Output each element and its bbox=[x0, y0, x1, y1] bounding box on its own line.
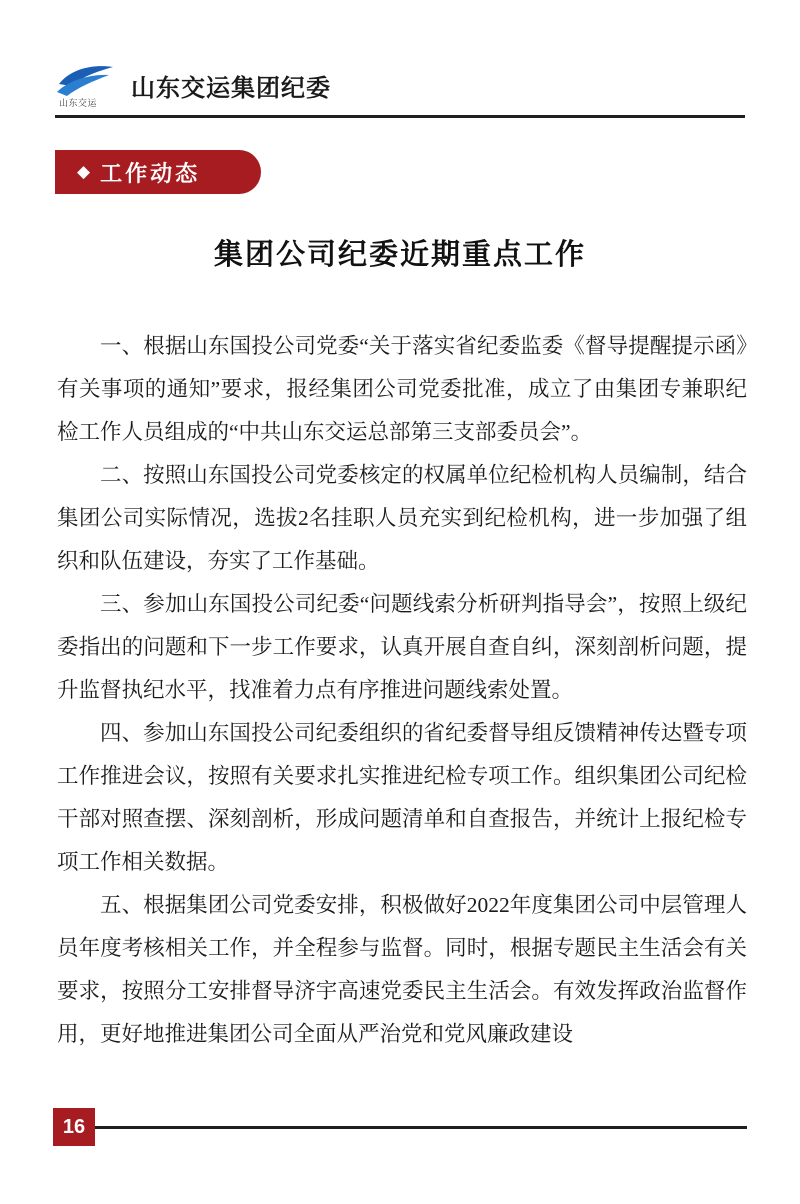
shandong-jiaoyun-swoosh-logo-icon bbox=[55, 62, 117, 108]
footer-divider bbox=[88, 1126, 747, 1129]
page-title: 集团公司纪委近期重点工作 bbox=[213, 239, 586, 271]
paragraph: 三、参加山东国投公司纪委“问题线索分析研判指导会”，按照上级纪委指出的问题和下一步工作要求，认真开展自查自纠，深刻剖析问题，提升监督执纪水平，找准着力点有序推进问题线索处置。 bbox=[57, 592, 747, 702]
diamond-bullet-icon: ◆ bbox=[77, 161, 91, 181]
section-banner bbox=[55, 150, 261, 194]
paragraph: 二、按照山东国投公司党委核定的权属单位纪检机构人员编制，结合集团公司实际情况，选拔2名挂职人员充实到纪检机构，进一步加强了组织和队伍建设，夯实了工作基础。 bbox=[57, 463, 747, 573]
header-divider bbox=[55, 115, 745, 118]
section-banner-label: 工作动态 bbox=[100, 160, 201, 186]
logo-caption: 山东交运 bbox=[59, 98, 98, 108]
paragraph: 四、参加山东国投公司纪委组织的省纪委督导组反馈精神传达暨专项工作推进会议，按照有关要求扎实推进纪检专项工作。组织集团公司纪检干部对照查摆、深刻剖析，形成问题清单和自查报告，并统计上报纪检专项工作相关数据。 bbox=[57, 721, 747, 874]
paragraph: 五、根据集团公司党委安排，积极做好2022年度集团公司中层管理人员年度考核相关工作，并全程参与监督。同时，根据专题民主生活会有关要求，按照分工安排督导济宇高速党委民主生活会。有效发挥政治监督作用，更好地推进集团公司全面从严治党和党风廉政建设 bbox=[57, 893, 747, 1046]
page-number: 16 bbox=[53, 1108, 95, 1146]
org-title: 山东交运集团纪委 bbox=[131, 74, 331, 102]
masthead bbox=[55, 62, 331, 108]
article-body bbox=[57, 325, 747, 1056]
paragraph: 一、根据山东国投公司党委“关于落实省纪委监委《督导提醒提示函》有关事项的通知”要求，报经集团公司党委批准，成立了由集团专兼职纪检工作人员组成的“中共山东交运总部第三支部委员会”。 bbox=[57, 334, 747, 444]
